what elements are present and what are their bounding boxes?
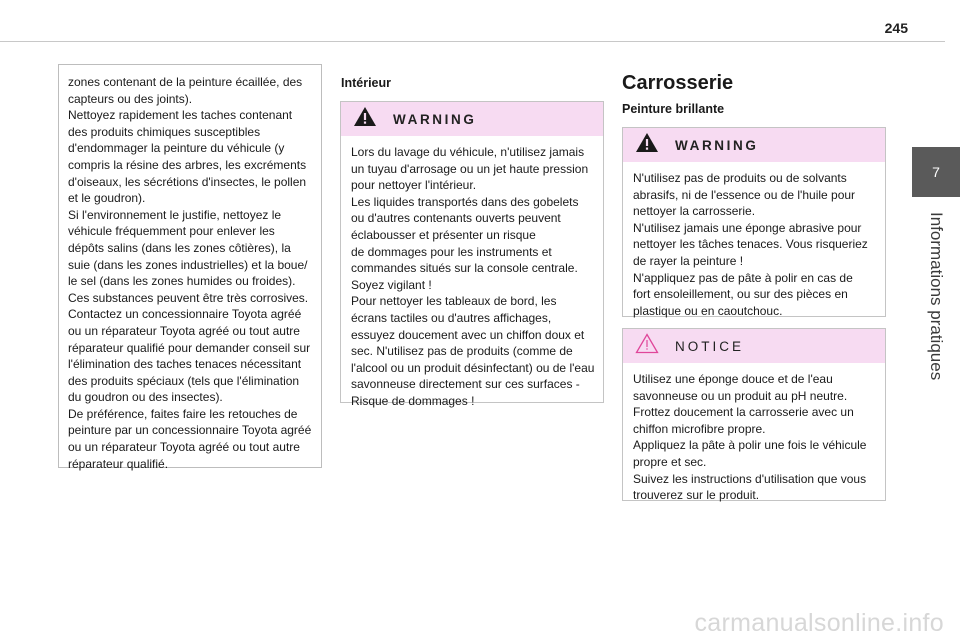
text-line: abrasifs, ni de l'essence ou de l'huile pour <box>633 187 856 202</box>
text-line: et le goudron). <box>68 191 146 206</box>
text-line: dépôts salins (dans les zones côtières), la <box>68 240 291 255</box>
text-line: éclabousser et présenter un risque <box>351 227 536 242</box>
text-line: Appliquez la pâte à polir une fois le véhicule <box>633 438 867 453</box>
notice-label: NOTICE <box>675 338 745 354</box>
header-divider <box>0 41 945 42</box>
text-line: Si l'environnement le justifie, nettoyez le <box>68 207 282 222</box>
text-line: Contactez un concessionnaire Toyota agréé <box>68 307 302 322</box>
text-line: chiffon microfibre propre. <box>633 421 766 436</box>
warning-body <box>623 162 885 325</box>
text-line: Lors du lavage du véhicule, n'utilisez jamais <box>351 145 585 159</box>
warning-icon <box>635 132 659 158</box>
text-line: zones contenant de la peinture écaillée, des <box>68 75 303 89</box>
text-line: le sel (dans les zones humides ou froides). <box>68 274 296 289</box>
text-line: trouverez sur le produit. <box>633 488 760 503</box>
text-line: ou un réparateur Toyota agréé ou tout autre <box>68 440 300 455</box>
text-line: Nettoyez rapidement les taches contenant <box>68 108 293 123</box>
text-line: Frottez doucement la carrosserie avec un <box>633 405 854 420</box>
text-line: N'appliquez pas de pâte à polir en cas de <box>633 270 853 285</box>
glossy-paint-heading: Peinture brillante <box>622 102 725 116</box>
cleaning-instructions-box <box>58 64 322 471</box>
text-line: Pour nettoyer les tableaux de bord, les <box>351 294 557 309</box>
warning-body <box>341 136 603 416</box>
text-line: pour nettoyer l'intérieur. <box>351 178 477 193</box>
page-number: 245 <box>884 20 908 36</box>
bodywork-warning-box <box>622 127 886 317</box>
text-line: un tuyau d'arrosage ou un jet haute pression <box>351 161 589 176</box>
chapter-number: 7 <box>932 164 940 180</box>
text-line: N'utilisez jamais une éponge abrasive pour <box>633 220 862 235</box>
warning-label: WARNING <box>675 137 759 153</box>
text-line: N'utilisez pas de produits ou de solvants <box>633 171 847 185</box>
text-line: Les liquides transportés dans des gobelets <box>351 194 579 209</box>
text-line: propre et sec. <box>633 454 707 469</box>
chapter-tab[interactable] <box>912 147 960 197</box>
text-line: Suivez les instructions d'utilisation que vous <box>633 471 867 486</box>
text-line: commandes situés sur la console centrale. <box>351 261 578 276</box>
text-line: l'alcool ou un produit désinfectant) ou de l'eau <box>351 360 595 375</box>
text-line: de dommages pour les instruments et <box>351 244 552 259</box>
text-line: savonneuse directement sur ces surfaces - <box>351 377 580 392</box>
interior-heading: Intérieur <box>341 76 392 90</box>
text-line: de rayer la peinture ! <box>633 253 744 268</box>
text-line: réparateur qualifié pour demander conseil sur <box>68 340 311 355</box>
text-line: d'endommager la peinture du véhicule (y <box>68 141 285 156</box>
text-line: du goudron ou des insectes). <box>68 390 223 405</box>
text-line: d'oiseaux, les sécrétions d'insectes, le pollen <box>68 174 307 189</box>
chapter-title-text: Informations pratiques <box>927 212 946 381</box>
text-line: des produits chimiques susceptibles <box>68 124 261 139</box>
text-line: nettoyer les tâches tenaces. Vous risqueriez <box>633 237 868 252</box>
text-line: écrans tactiles ou d'autres affichages, <box>351 310 552 325</box>
text-line: Utilisez une éponge douce et de l'eau <box>633 372 833 386</box>
text-line: plastique ou en caoutchouc. <box>633 303 783 318</box>
text-line: réparateur qualifié. <box>68 456 169 471</box>
text-line: véhicule fréquemment pour enlever les <box>68 224 275 239</box>
chapter-title <box>912 200 960 390</box>
text-line: Risque de dommages ! <box>351 393 475 408</box>
text-line: nettoyer la carrosserie. <box>633 204 756 219</box>
text-line: De préférence, faites faire les retouches de <box>68 406 298 421</box>
notice-header <box>623 329 885 363</box>
text-line: ou un réparateur Toyota agréé ou tout autre <box>68 323 300 338</box>
notice-icon <box>635 333 659 359</box>
notice-body <box>623 363 885 510</box>
text-line: essuyez doucement avec un chiffon doux et <box>351 327 585 342</box>
text-line: fort ensoleillement, ou sur des pièces en <box>633 287 848 302</box>
section-title: Carrosserie <box>622 72 734 94</box>
text-line: peinture par un concessionnaire Toyota agréé <box>68 423 312 438</box>
text-line: l'élimination des taches tenaces nécessitant <box>68 357 302 372</box>
text-line: ou d'autres contenants ouverts peuvent <box>351 211 561 226</box>
watermark: carmanualsonline.info <box>694 609 944 637</box>
text-line: savonneuse ou un produit au pH neutre. <box>633 388 848 403</box>
text-line: compris la résine des arbres, les excréments <box>68 157 307 172</box>
warning-icon <box>353 106 377 132</box>
text-line: sec. N'utilisez pas de produits (comme de <box>351 344 573 359</box>
text-line: Soyez vigilant ! <box>351 277 432 292</box>
text-line: des produits spéciaux (tels que l'élimination <box>68 373 300 388</box>
warning-label: WARNING <box>393 111 477 127</box>
bodywork-notice-box <box>622 328 886 501</box>
interior-warning-box <box>340 101 604 408</box>
text-line: capteurs ou des joints). <box>68 91 193 106</box>
text-line: Ces substances peuvent être très corrosives. <box>68 290 309 305</box>
warning-header <box>623 128 885 162</box>
text-line: suie (dans les zones industrielles) et la boue/ <box>68 257 308 272</box>
warning-header <box>341 102 603 136</box>
